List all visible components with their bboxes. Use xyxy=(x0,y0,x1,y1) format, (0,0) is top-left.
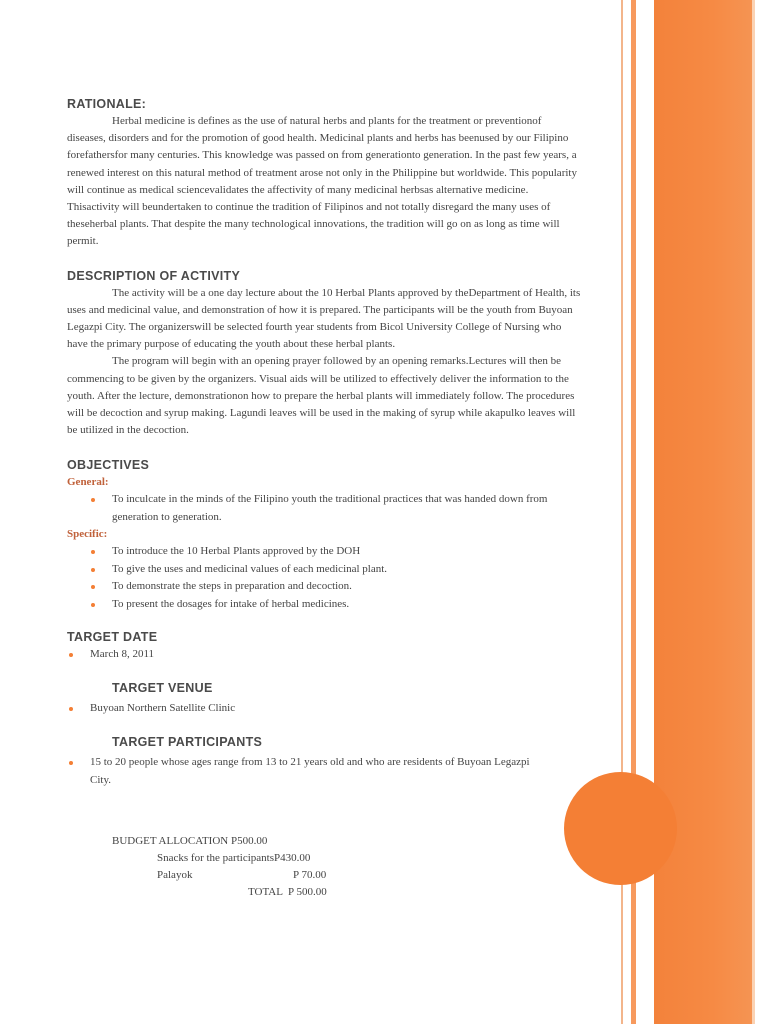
list-item xyxy=(67,596,582,614)
list-item xyxy=(67,543,582,561)
description-paragraph-1: The activity will be a one day lecture about the 10 Herbal Plants approved by theDepartment of Health, its uses and medicinal value, and demonstration of how it is prepared. The participants will be the youth from Buyoan Legazpi City. The organizerswill be selected fourth year students from Bicol University College of Nursing who have the primary purpose of educating the youth about these herbal plants. xyxy=(67,286,581,351)
bullet-icon xyxy=(69,653,73,657)
specific-label: Specific: xyxy=(67,528,108,541)
specific-objectives-list xyxy=(67,543,582,613)
target-date-list xyxy=(67,646,582,664)
target-date-heading: TARGET DATE xyxy=(67,630,158,645)
budget-snacks: Snacks for the participantsP430.00 xyxy=(157,852,311,865)
target-date-value: March 8, 2011 xyxy=(90,648,155,661)
rationale-text: Herbal medicine is defines as the use of natural herbs and plants for the treatment or preventionof diseases, disorders and for the promotion of good health. Medicinal plants and herbs has beenused by our Filipino forefathersfor many centuries. This knowledge was passed on from generationto generation. In the past few years, a renewed interest on this natural method of treatment arose not only in the Philippine but worldwide. This popularity will continue as medical sciencevalidates the affectivity of many medicinal herbsas alternative medicine. Thisactivity will beundertaken to continue the tradition of Filipinos and not totally disregard the many uses of theseherbal plants. That despite the many technological innovations, the tradition will go on as long as time will permit. xyxy=(67,115,577,248)
objective-text: To demonstrate the steps in preparation and decoction. xyxy=(112,580,352,593)
budget-allocation xyxy=(67,833,582,901)
objective-text: To give the uses and medicinal values of each medicinal plant. xyxy=(112,562,388,575)
target-venue-value: Buyoan Northern Satellite Clinic xyxy=(90,701,236,714)
target-participants-list xyxy=(67,754,537,789)
target-venue-heading: TARGET VENUE xyxy=(112,680,213,695)
budget-total: TOTAL P 500.00 xyxy=(248,886,327,899)
budget-title: BUDGET ALLOCATION P500.00 xyxy=(112,835,268,848)
objective-text: To introduce the 10 Herbal Plants approved by the DOH xyxy=(112,545,361,558)
list-item xyxy=(67,491,582,526)
decorative-bar xyxy=(752,0,755,1024)
list-item xyxy=(67,561,582,579)
bullet-icon xyxy=(91,550,95,554)
bullet-icon xyxy=(91,603,95,607)
rationale-heading: RATIONALE: xyxy=(67,97,147,111)
bullet-icon xyxy=(69,761,73,765)
document-body xyxy=(67,96,582,901)
bullet-icon xyxy=(91,498,95,502)
objectives-heading: OBJECTIVES xyxy=(67,458,150,473)
list-item xyxy=(67,754,537,789)
bullet-icon xyxy=(69,707,73,711)
bullet-icon xyxy=(91,585,95,589)
bullet-icon xyxy=(91,568,95,572)
general-label: General: xyxy=(67,476,109,489)
general-objectives-list xyxy=(67,491,582,526)
objective-text: To present the dosages for intake of herbal medicines. xyxy=(112,597,350,610)
objective-text: To inculcate in the minds of the Filipino youth the traditional practices that was handed down from generation to generation. xyxy=(112,493,548,523)
list-item xyxy=(67,646,582,664)
target-venue-list xyxy=(67,700,582,718)
description-paragraph-2: The program will begin with an opening prayer followed by an opening remarks.Lectures will then be commencing to be given by the organizers. Visual aids will be utilized to effectively deliver the information to the youth. After the lecture, demonstrationon how to prepare the herbal plants will immediately follow. The procedures will be decoction and syrup making. Lagundi leaves will be used in the making of syrup while akapulko leaves will be utilized in the decoction. xyxy=(67,355,576,437)
list-item xyxy=(67,700,582,718)
budget-palayok-amount: P 70.00 xyxy=(293,869,327,882)
description-heading: DESCRIPTION OF ACTIVITY xyxy=(67,268,241,283)
target-participants-heading: TARGET PARTICIPANTS xyxy=(112,735,263,750)
list-item xyxy=(67,578,582,596)
budget-palayok-label: Palayok xyxy=(157,869,193,882)
decorative-band xyxy=(654,0,752,1024)
target-participants-value: 15 to 20 people whose ages range from 13 to 21 years old and who are residents of Buyoan Legazpi City. xyxy=(90,756,530,786)
